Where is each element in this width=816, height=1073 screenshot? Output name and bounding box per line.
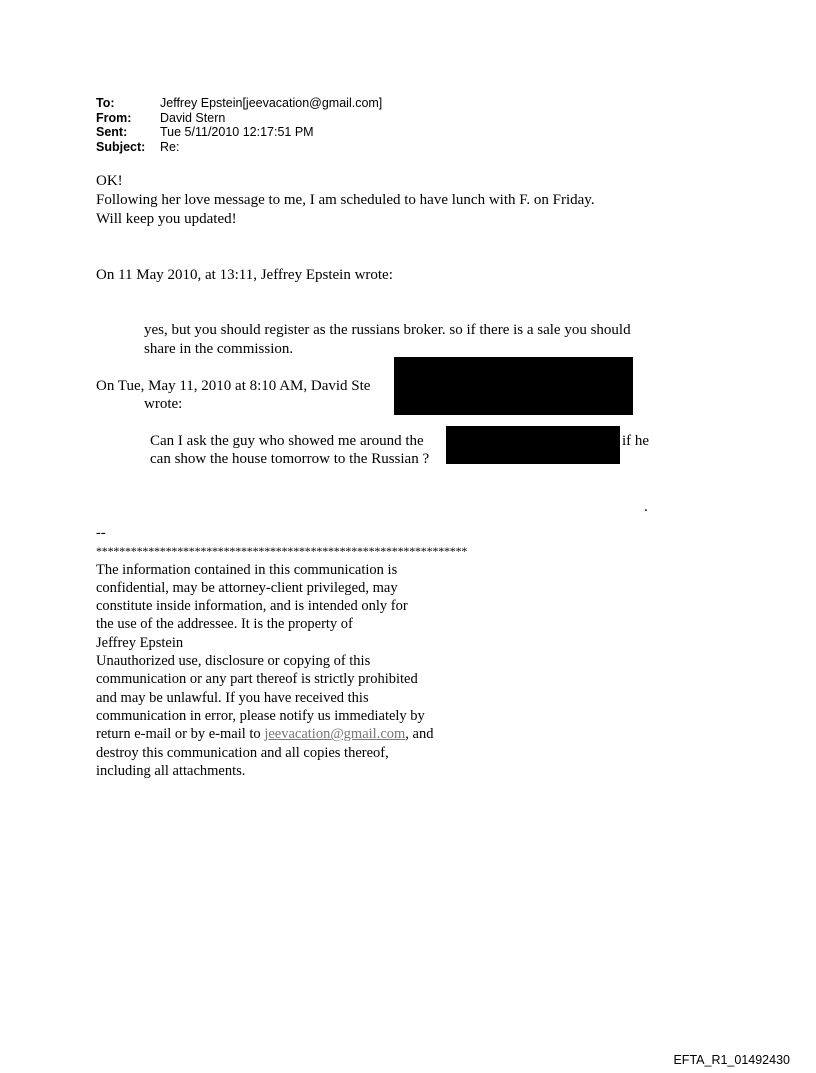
email-body (96, 172, 595, 229)
disclaimer-line: confidential, may be attorney-client privileged, may (96, 579, 398, 596)
body-line-2: Following her love message to me, I am scheduled to have lunch with F. on Friday. (96, 192, 595, 208)
quote1-line-1: yes, but you should register as the russians broker. so if there is a sale you should (144, 322, 631, 338)
email-line-suffix: , and (405, 726, 434, 743)
quote2-line-1: Can I ask the guy who showed me around the (150, 433, 424, 449)
quote2-attribution-cont: wrote: (144, 396, 183, 412)
disclaimer-line: the use of the addressee. It is the property of (96, 616, 353, 633)
signature-stars: **************************************************************** (96, 544, 468, 559)
disclaimer-line: communication in error, please notify us immediately by (96, 707, 425, 724)
quote1-body (144, 321, 631, 359)
redaction-box (394, 357, 633, 415)
sent-label: Sent: (96, 125, 128, 139)
disclaimer-line: constitute inside information, and is intended only for (96, 598, 408, 615)
quote2-line-1-end: if he (622, 433, 650, 449)
disclaimer-line: including all attachments. (96, 762, 246, 779)
redaction-box (446, 426, 620, 464)
quote1-line-2: share in the commission. (144, 341, 294, 357)
disclaimer-line: communication or any part thereof is strictly prohibited (96, 671, 418, 688)
quote2-line-2: can show the house tomorrow to the Russian ? (150, 451, 430, 467)
body-line-3: Will keep you updated! (96, 211, 237, 227)
disclaimer-line: Jeffrey Epstein (96, 634, 184, 651)
email-link[interactable]: jeevacation@gmail.com (264, 726, 406, 743)
sent-row (96, 125, 382, 140)
from-label: From: (96, 110, 132, 125)
to-value: Jeffrey Epstein[jeevacation@gmail.com] (160, 96, 383, 110)
quote2-attribution: On Tue, May 11, 2010 at 8:10 AM, David Ste (96, 378, 371, 394)
subject-label: Subject: (96, 139, 146, 154)
quote1-attribution: On 11 May 2010, at 13:11, Jeffrey Epstein wrote: (96, 267, 393, 283)
subject-row (96, 140, 382, 155)
disclaimer-email-line (96, 725, 467, 743)
email-line-prefix: return e-mail or by e-mail to (96, 726, 265, 743)
subject-value: Re: (160, 139, 180, 154)
to-label: To: (96, 96, 115, 110)
disclaimer-line: The information contained in this communication is (96, 561, 398, 578)
from-value: David Stern (160, 110, 226, 125)
disclaimer-line: and may be unlawful. If you have received this (96, 689, 369, 706)
disclaimer-line: Unauthorized use, disclosure or copying of this (96, 653, 371, 670)
signature-block (96, 524, 467, 780)
to-row (96, 96, 382, 111)
sent-value: Tue 5/11/2010 12:17:51 PM (160, 125, 314, 139)
document-id: EFTA_R1_01492430 (673, 1053, 790, 1067)
from-row (96, 111, 382, 126)
body-line-1: OK! (96, 173, 123, 189)
stray-mark: . (644, 499, 648, 515)
email-header (96, 96, 382, 154)
signature-dashes: -- (96, 525, 106, 541)
disclaimer-line: destroy this communication and all copies thereof, (96, 744, 389, 761)
